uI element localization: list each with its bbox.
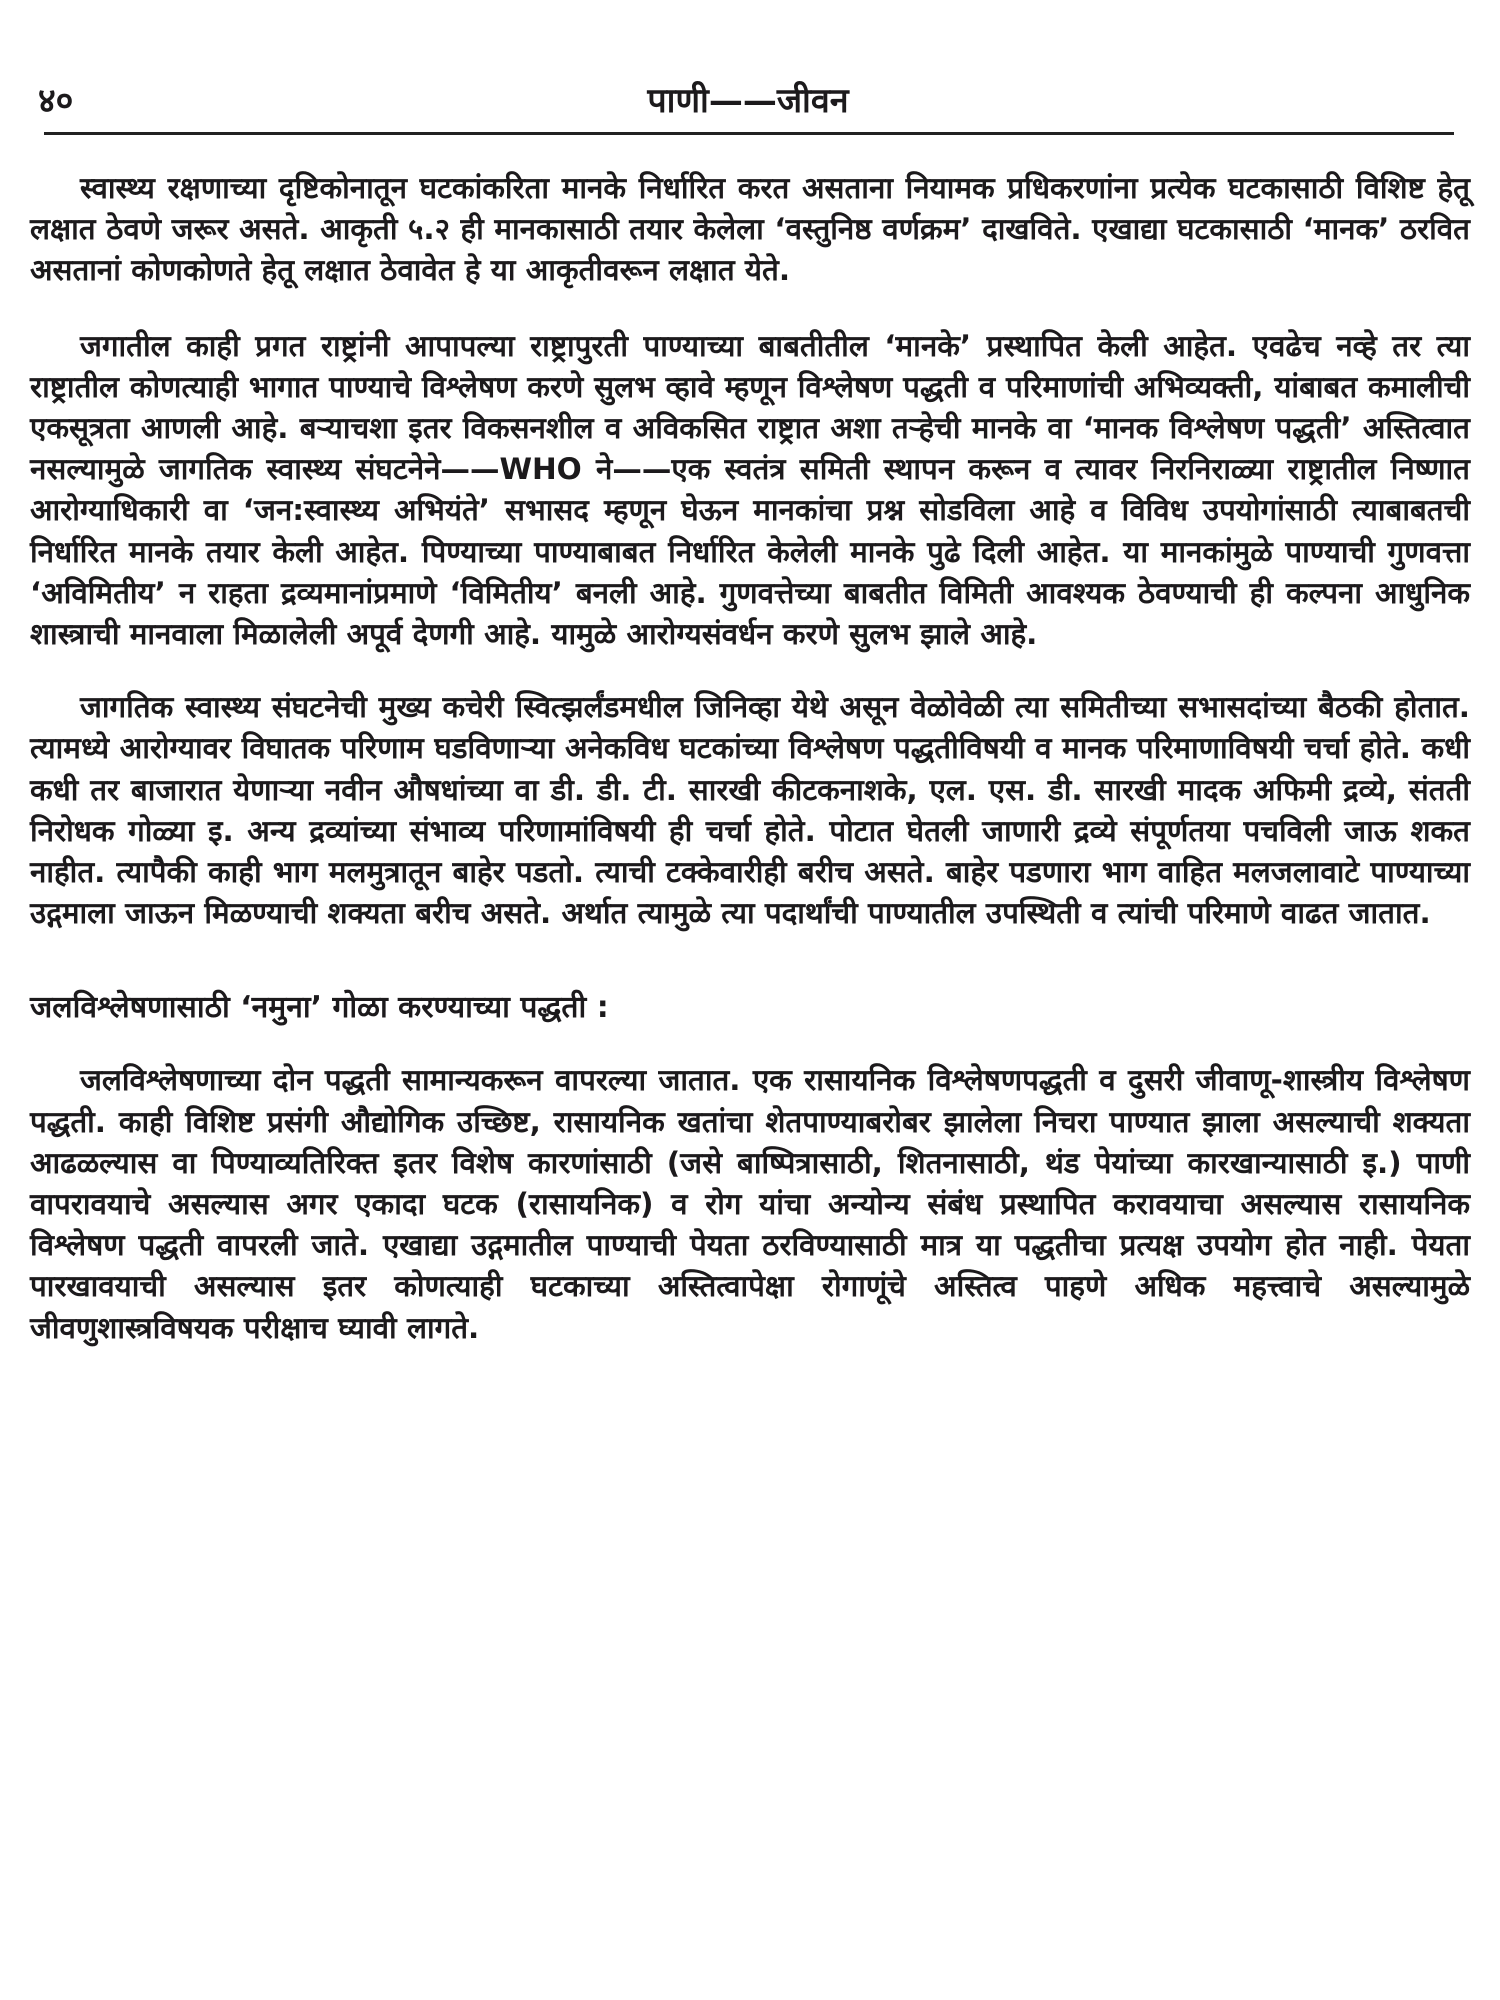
body-text (30, 168, 1470, 1349)
paragraph-who-standards: जगातील काही प्रगत राष्ट्रांनी आपापल्या राष्ट्रापुरती पाण्याच्या बाबतीतील ‘मानके’ प्रस्थापित केली आहेत. एवढेच नव्हे तर त्या राष्ट्रातील कोणत्याही भागात पाण्याचे विश्लेषण करणे सुलभ व्हावे म्हणून विश्लेषण पद्धती व परिमाणांची अभिव्यक्ती, यांबाबत कमालीची एकसूत्रता आणली आहे. बऱ्याचशा इतर विकसनशील व अविकसित राष्ट्रात अशा तऱ्हेची मानके वा ‘मानक विश्लेषण पद्धती’ अस्तित्वात नसल्यामुळे जागतिक स्वास्थ्य संघटनेने——WHO ने——एक स्वतंत्र समिती स्थापन करून व त्यावर निरनिराळ्या राष्ट्रातील निष्णात आरोग्याधिकारी वा ‘जन:स्वास्थ्य अभियंते’ सभासद म्हणून घेऊन मानकांचा प्रश्न सोडविला आहे व विविध उपयोगांसाठी त्याबाबतची निर्धारित मानके तयार केली आहेत. पिण्याच्या पाण्याबाबत निर्धारित केलेली मानके पुढे दिली आहेत. या मानकांमुळे पाण्याची गुणवत्ता ‘अविमितीय’ न राहता द्रव्यमानांप्रमाणे ‘विमितीय’ बनली आहे. गुणवत्तेच्या बाबतीत विमिती आवश्यक ठेवण्याची ही कल्पना आधुनिक शास्त्राची मानवाला मिळालेली अपूर्व देणगी आहे. यामुळे आरोग्यसंवर्धन करणे सुलभ झाले आहे. (30, 328, 1470, 652)
page-header (38, 76, 1458, 126)
page-number: ४० (38, 81, 74, 121)
paragraph-standards-purpose: स्वास्थ्य रक्षणाच्या दृष्टिकोनातून घटकांकरिता मानके निर्धारित करत असताना नियामक प्रधिकरणांना प्रत्येक घटकासाठी विशिष्ट हेतू लक्षात ठेवणे जरूर असते. आकृती ५.२ ही मानकासाठी तयार केलेला ‘वस्तुनिष्ठ वर्णक्रम’ दाखविते. एखाद्या घटकासाठी ‘मानक’ ठरवित असतानां कोणकोणते हेतू लक्षात ठेवावेत हे या आकृतीवरून लक्षात येते. (30, 171, 1470, 288)
section-heading: जलविश्लेषणासाठी ‘नमुना’ गोळा करण्याच्या पद्धती : (30, 990, 609, 1026)
running-title: पाणी——जीवन (647, 81, 849, 121)
header-rule (44, 132, 1454, 135)
paragraph-who-geneva: जागतिक स्वास्थ्य संघटनेची मुख्य कचेरी स्वित्झर्लंडमधील जिनिव्हा येथे असून वेळोवेळी त्या समितीच्या सभासदांच्या बैठकी होतात. त्यामध्ये आरोग्यावर विघातक परिणाम घडविणाऱ्या अनेकविध घटकांच्या विश्लेषण पद्धतीविषयी व मानक परिमाणाविषयी चर्चा होते. कधी कधी तर बाजारात येणाऱ्या नवीन औषधांच्या वा डी. डी. टी. सारखी कीटकनाशके, एल. एस. डी. सारखी मादक अफिमी द्रव्ये, संतती निरोधक गोळ्या इ. अन्य द्रव्यांच्या संभाव्य परिणामांविषयी ही चर्चा होते. पोटात घेतली जाणारी द्रव्ये संपूर्णतया पचविली जाऊ शकत नाहीत. त्यापैकी काही भाग मलमुत्रातून बाहेर पडतो. त्याची टक्केवारीही बरीच असते. बाहेर पडणारा भाग वाहित मलजलावाटे पाण्याच्या उद्गमाला जाऊन मिळण्याची शक्यता बरीच असते. अर्थात त्यामुळे त्या पदार्थांची पाण्यातील उपस्थिती व त्यांची परिमाणे वाढत जातात. (30, 690, 1470, 931)
paragraph-analysis-methods: जलविश्लेषणाच्या दोन पद्धती सामान्यकरून वापरल्या जातात. एक रासायनिक विश्लेषणपद्धती व दुसरी जीवाणू-शास्त्रीय विश्लेषण पद्धती. काही विशिष्ट प्रसंगी औद्योगिक उच्छिष्ट, रासायनिक खतांचा शेतपाण्याबरोबर झालेला निचरा पाण्यात झाला असल्याची शक्यता आढळल्यास वा पिण्याव्यतिरिक्त इतर विशेष कारणांसाठी (जसे बाष्पित्रासाठी, शितनासाठी, थंड पेयांच्या कारखान्यासाठी इ.) पाणी वापरावयाचे असल्यास अगर एकादा घटक (रासायनिक) व रोग यांचा अन्योन्य संबंध प्रस्थापित करावयाचा असल्यास रासायनिक विश्लेषण पद्धती वापरली जाते. एखाद्या उद्गमातील पाण्याची पेयता ठरविण्यासाठी मात्र या पद्धतीचा प्रत्यक्ष उपयोग होत नाही. पेयता पारखावयाची असल्यास इतर कोणत्याही घटकाच्या अस्तित्वापेक्षा रोगाणूंचे अस्तित्व पाहणे अधिक महत्त्वाचे असल्यामुळे जीवणुशास्त्रविषयक परीक्षाच घ्यावी लागते. (30, 1063, 1470, 1345)
